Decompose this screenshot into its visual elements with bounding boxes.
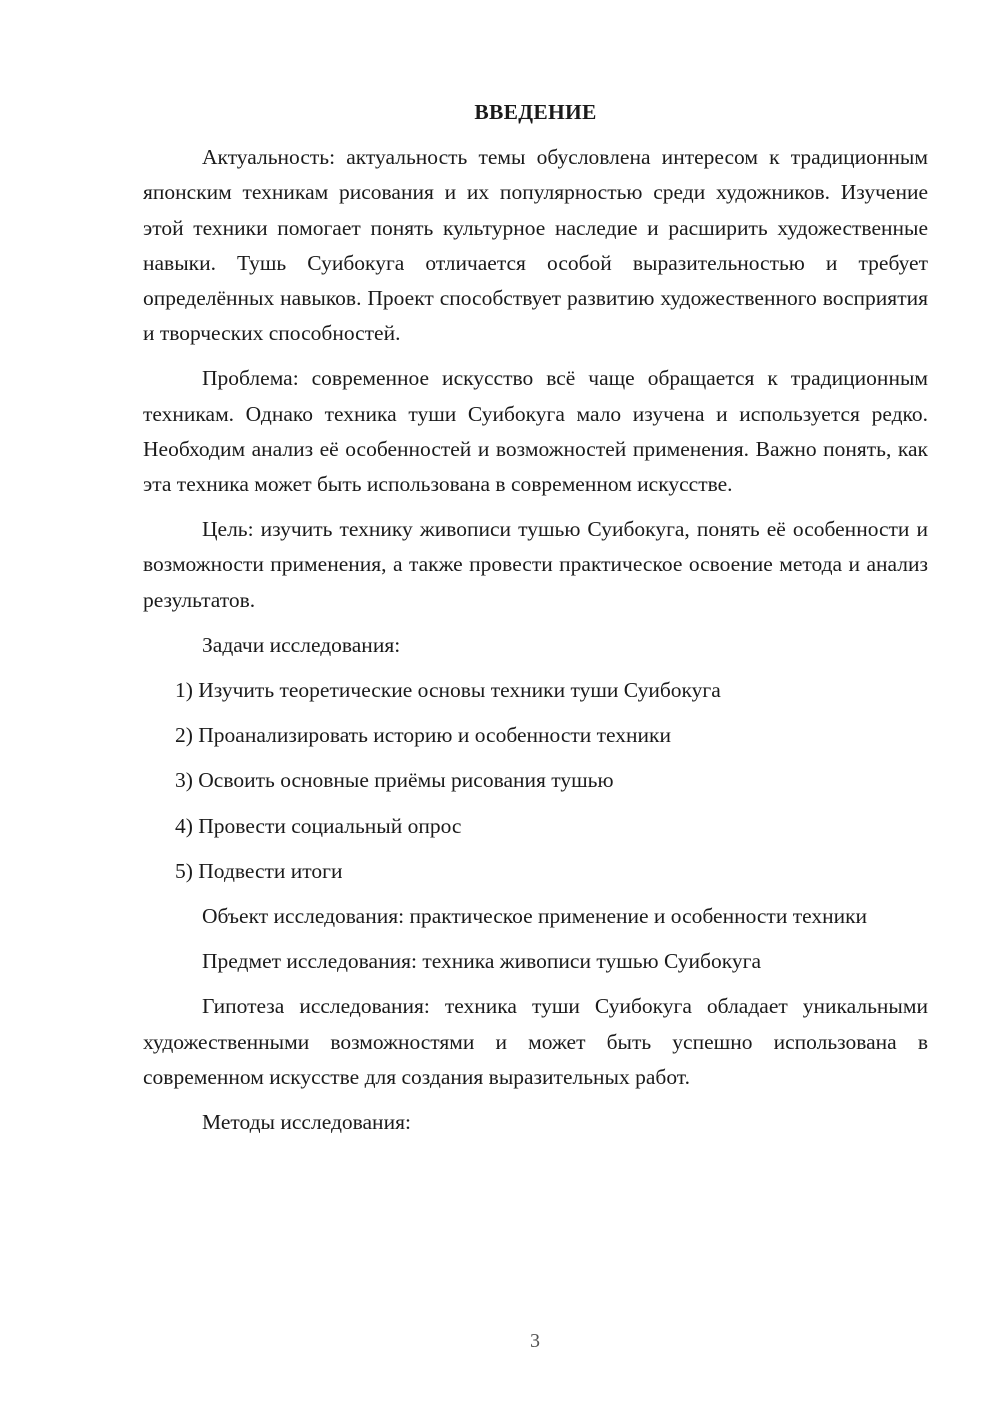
list-item: 5) Подвести итоги (175, 858, 343, 883)
list-item: 3) Освоить основные приёмы рисования тушью (175, 768, 614, 793)
tasks-heading: Задачи исследования: (202, 632, 401, 657)
page-number: 3 (530, 1330, 540, 1352)
list-item: 2) Проанализировать историю и особенности техники (175, 723, 672, 748)
paragraph-goal: Цель: изучить технику живописи тушью Суибокуга, понять её особенности и возможности применения, а также провести практическое освоение метода и анализ результатов. (143, 517, 928, 612)
paragraph-problem: Проблема: современное искусство всё чаще обращается к традиционным техникам. Однако техника туши Суибокуга мало изучена и используется редко. Необходим анализ её особенностей и возможностей применения. Важно понять, как эта техника может быть использована в современном искусстве. (143, 366, 928, 497)
methods-heading: Методы исследования: (202, 1110, 411, 1135)
paragraph-hypothesis: Гипотеза исследования: техника туши Суибокуга обладает уникальными художественными возможностями и может быть успешно использована в современном искусстве для создания выразительных работ. (143, 994, 928, 1089)
paragraph-relevance: Актуальность: актуальность темы обусловлена интересом к традиционным японским техникам рисования и их популярностью среди художников. Изучение этой техники помогает понять культурное наследие и расширить художественные навыки. Тушь Суибокуга отличается особой выразительностью и требует определённых навыков. Проект способствует развитию художественного восприятия и творческих способностей. (143, 145, 928, 346)
page-title: ВВЕДЕНИЕ (474, 100, 597, 124)
document-page (143, 95, 928, 1140)
paragraph-object: Объект исследования: практическое применение и особенности техники (202, 904, 868, 929)
tasks-list (143, 673, 928, 889)
list-item: 4) Провести социальный опрос (175, 813, 462, 838)
list-item: 1) Изучить теоретические основы техники туши Суибокуга (175, 678, 721, 703)
paragraph-subject: Предмет исследования: техника живописи тушью Суибокуга (202, 949, 761, 974)
